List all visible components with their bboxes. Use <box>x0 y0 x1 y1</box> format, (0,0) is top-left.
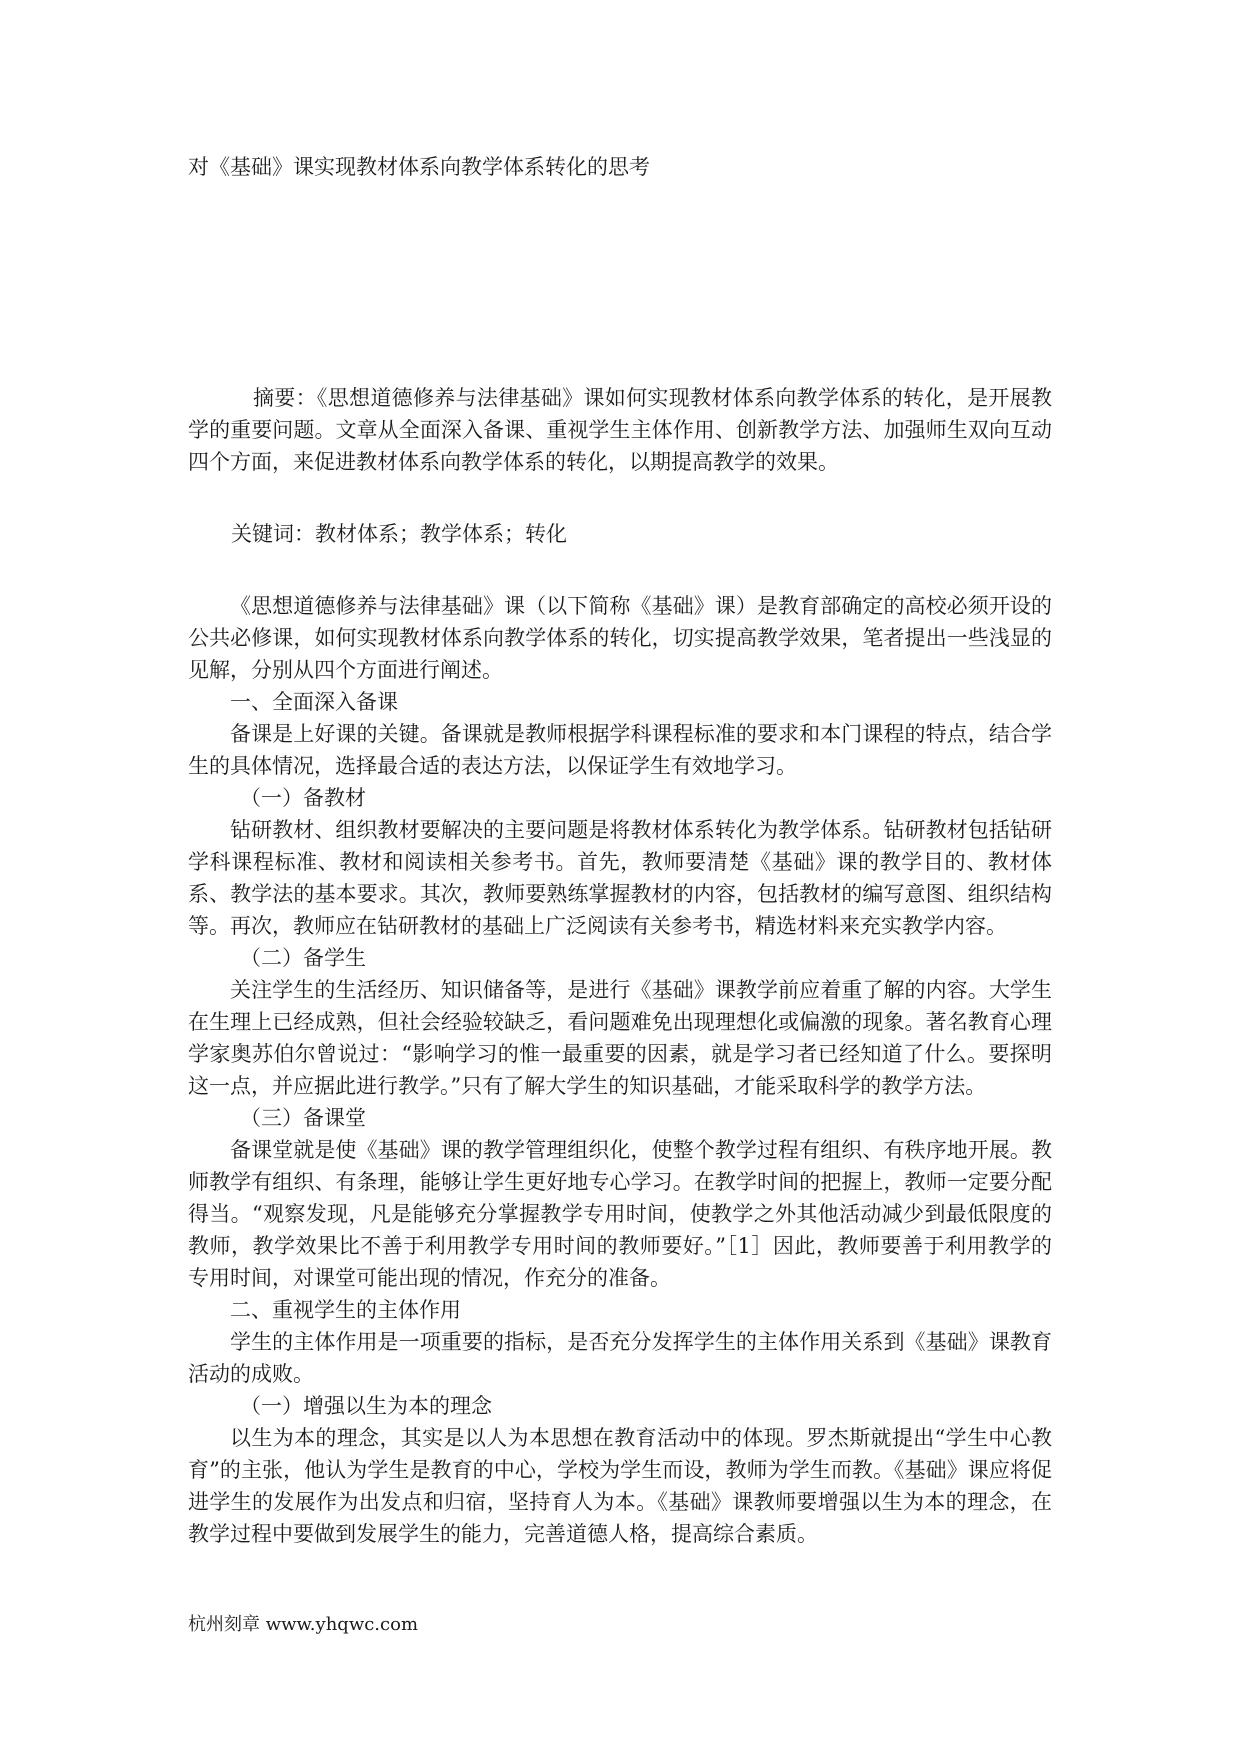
section-heading-1: 一、全面深入备课 <box>230 690 398 714</box>
body-paragraph: 学生的主体作用是一项重要的指标，是否充分发挥学生的主体作用关系到《基础》课教育活动的成败。 <box>188 1330 1052 1386</box>
body-paragraph: 备课是上好课的关键。备课就是教师根据学科课程标准的要求和本门课程的特点，结合学生的具体情况，选择最合适的表达方法，以保证学生有效地学习。 <box>188 722 1052 778</box>
abstract-paragraph: 摘要：《思想道德修养与法律基础》课如何实现教材体系向教学体系的转化，是开展教学的重要问题。文章从全面深入备课、重视学生主体作用、创新教学方法、加强师生双向互动四个方面，来促进教材体系向教学体系的转化，以期提高教学的效果。 <box>188 386 1052 474</box>
body-paragraph: 关注学生的生活经历、知识储备等，是进行《基础》课教学前应着重了解的内容。大学生在生理上已经成熟，但社会经验较缺乏，看问题难免出现理想化或偏激的现象。著名教育心理学家奥苏伯尔曾说过：“影响学习的惟一最重要的因素，就是学习者已经知道了什么。要探明这一点，并应据此进行教学。”只有了解大学生的知识基础，才能采取科学的教学方法。 <box>188 978 1052 1098</box>
document-title: 对《基础》课实现教材体系向教学体系转化的思考 <box>188 155 650 179</box>
document-body <box>188 382 1052 1550</box>
intro-paragraph: 《思想道德修养与法律基础》课（以下简称《基础》课）是教育部确定的高校必须开设的公共必修课，如何实现教材体系向教学体系的转化，切实提高教学效果，笔者提出一些浅显的见解，分别从四个方面进行阐述。 <box>188 594 1052 682</box>
keywords-line: 关键词：教材体系；教学体系；转化 <box>231 522 567 546</box>
body-paragraph: 以生为本的理念，其实是以人为本思想在教育活动中的体现。罗杰斯就提出“学生中心教育”的主张，他认为学生是教育的中心，学校为学生而设，教师为学生而教。《基础》课应将促进学生的发展作为出发点和归宿，坚持育人为本。《基础》课教师要增强以生为本的理念，在教学过程中要做到发展学生的能力，完善道德人格，提高综合素质。 <box>188 1426 1052 1546</box>
body-paragraph: 钻研教材、组织教材要解决的主要问题是将教材体系转化为教学体系。钻研教材包括钻研学科课程标准、教材和阅读相关参考书。首先，教师要清楚《基础》课的教学目的、教材体系、教学法的基本要求。其次，教师要熟练掌握教材的内容，包括教材的编写意图、组织结构等。再次，教师应在钻研教材的基础上广泛阅读有关参考书，精选材料来充实教学内容。 <box>188 818 1052 938</box>
subsection-heading: （三）备课堂 <box>240 1106 366 1130</box>
page-footer: 杭州刻章 www.yhqwc.com <box>188 1614 419 1635</box>
subsection-heading: （一）增强以生为本的理念 <box>240 1394 492 1418</box>
body-paragraph: 备课堂就是使《基础》课的教学管理组织化，使整个教学过程有组织、有秩序地开展。教师教学有组织、有条理，能够让学生更好地专心学习。在教学时间的把握上，教师一定要分配得当。“观察发现，凡是能够充分掌握教学专用时间，使教学之外其他活动减少到最低限度的教师，教学效果比不善于利用教学专用时间的教师要好。”［1］因此，教师要善于利用教学的专用时间，对课堂可能出现的情况，作充分的准备。 <box>188 1138 1052 1290</box>
subsection-heading: （二）备学生 <box>240 946 366 970</box>
section-heading-2: 二、重视学生的主体作用 <box>230 1298 461 1322</box>
subsection-heading: （一）备教材 <box>240 786 366 810</box>
